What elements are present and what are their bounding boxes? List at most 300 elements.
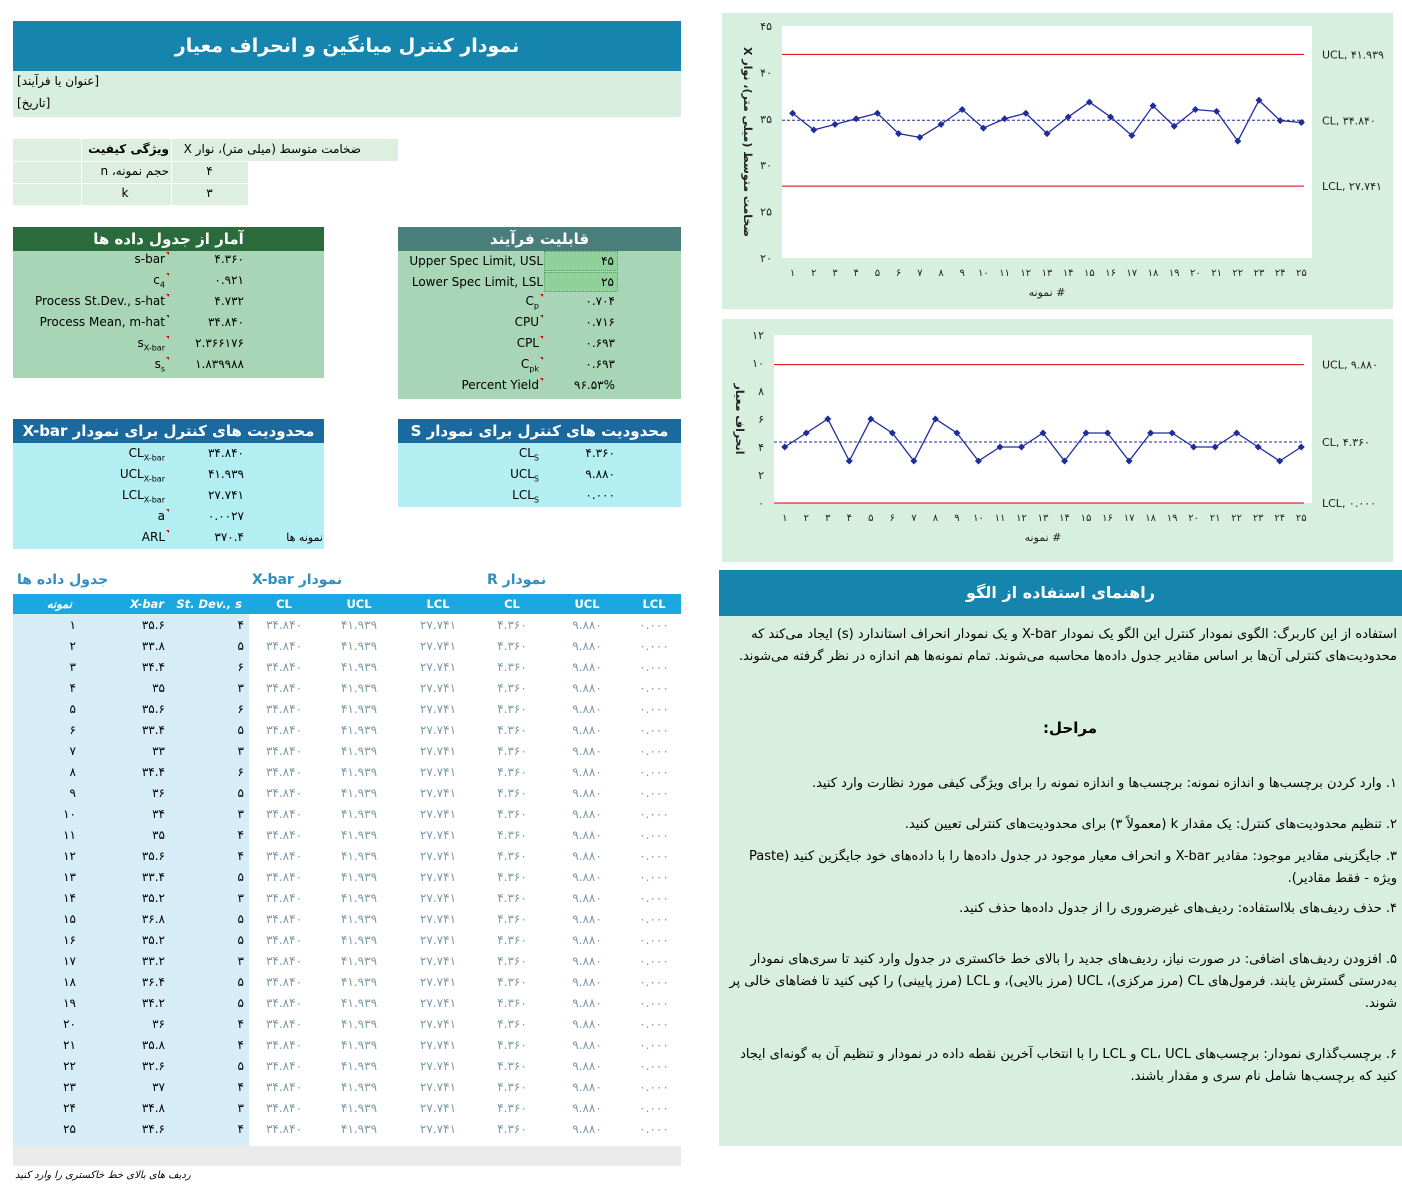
table-cell: ۳۴.۸۴۰ (265, 681, 303, 695)
table-cell[interactable]: ۱۵ (63, 912, 76, 926)
table-cell[interactable]: ۳۵.۲ (141, 933, 165, 947)
capability-label-text: C (525, 294, 534, 308)
table-cell[interactable]: ۷ (69, 744, 76, 758)
table-cell[interactable]: ۵ (237, 1059, 244, 1073)
table-cell[interactable]: ۶ (237, 702, 244, 716)
table-cell: ۹.۸۸۰ (572, 807, 602, 821)
x-tick-label: ۲۰ (1190, 268, 1201, 279)
y-tick-label: ۳۵ (760, 112, 772, 126)
y-tick-label: ۴۵ (760, 20, 772, 33)
x-tick-label: ۱ (782, 513, 788, 524)
table-cell[interactable]: ۶ (237, 765, 244, 779)
xbar-limit-label-text: a (157, 509, 165, 523)
table-cell[interactable]: ۳ (237, 891, 244, 905)
table-cell: ۴۱.۹۳۹ (340, 975, 378, 989)
table-cell[interactable]: ۵ (237, 996, 244, 1010)
x-tick-label: ۲۳ (1253, 268, 1265, 279)
capability-label (398, 336, 543, 350)
lcl-label: LCL, ۲۷.۷۴۱ (1322, 180, 1382, 194)
table-cell[interactable]: ۲۱ (63, 1038, 76, 1052)
table-cell: ۴.۳۶۰ (497, 702, 527, 716)
table-cell: ۰.۰۰۰ (639, 1080, 669, 1094)
table-cell: ۲۷.۷۴۱ (419, 765, 457, 779)
table-cell[interactable]: ۳ (69, 660, 76, 674)
lsl-label: Lower Spec Limit, LSL (411, 275, 543, 289)
table-cell[interactable]: ۳۴.۶ (141, 1122, 165, 1136)
x-tick-label: ۱۲ (1020, 268, 1032, 279)
process-title-field[interactable]: [عنوان یا فرآیند] (17, 74, 100, 88)
capability-label-text: CPU (514, 315, 539, 329)
y-tick-label: ۴ (758, 441, 764, 454)
x-axis-label: # نمونه (1024, 531, 1062, 544)
table-cell: ۰.۰۰۰ (639, 933, 669, 947)
xbar-chart (722, 13, 1393, 309)
table-cell[interactable]: ۳۶ (152, 1017, 165, 1031)
table-cell: ۴۱.۹۳۹ (340, 828, 378, 842)
table-cell[interactable]: ۳ (237, 807, 244, 821)
table-cell: ۲۷.۷۴۱ (419, 744, 457, 758)
table-cell: ۴.۳۶۰ (497, 1038, 527, 1052)
table-cell: ۰.۰۰۰ (639, 996, 669, 1010)
stats-label-text: c (153, 273, 160, 287)
stats-label (13, 252, 169, 266)
table-cell: ۰.۰۰۰ (639, 702, 669, 716)
y-tick-label: ۶ (758, 413, 764, 426)
table-cell[interactable]: ۳۳ (152, 744, 165, 758)
table-cell: ۳۴.۸۴۰ (265, 954, 303, 968)
stats-value: ۳۴.۸۴۰ (207, 315, 244, 329)
table-cell[interactable]: ۳ (237, 744, 244, 758)
table-cell[interactable]: ۳۵.۶ (141, 702, 165, 716)
table-cell[interactable]: ۳۷ (152, 1080, 165, 1094)
table-cell[interactable]: ۲۵ (63, 1122, 76, 1136)
x-tick-label: ۶ (889, 513, 896, 524)
y-axis-label: ضخامت متوسط (میلی متر)، نوار X (741, 47, 754, 237)
y-tick-label: ۴۰ (760, 66, 772, 80)
x-tick-label: ۱ (789, 268, 796, 279)
table-cell: ۰.۰۰۰ (639, 891, 669, 905)
s-limit-label (398, 446, 543, 462)
table-cell: ۹.۸۸۰ (572, 849, 602, 863)
x-tick-label: ۲۵ (1295, 513, 1307, 524)
date-field[interactable]: [تاریخ] (17, 96, 51, 110)
xbar-limit-label (13, 467, 169, 483)
x-tick-label: ۱۳ (1041, 268, 1053, 279)
table-cell: ۹.۸۸۰ (572, 723, 602, 737)
table-cell: ۳۴.۸۴۰ (265, 1101, 303, 1115)
table-cell: ۴۱.۹۳۹ (340, 954, 378, 968)
table-cell: ۴۱.۹۳۹ (340, 849, 378, 863)
table-cell[interactable]: ۹ (69, 786, 76, 800)
y-tick-label: ۰ (758, 497, 764, 510)
x-tick-label: ۲۰ (1188, 513, 1200, 524)
x-tick-label: ۲ (811, 268, 817, 279)
xbar-limit-value: ۴۱.۹۳۹ (207, 467, 244, 481)
table-cell: ۰.۰۰۰ (639, 681, 669, 695)
table-cell[interactable]: ۳ (237, 954, 244, 968)
xbar-limit-label-text: UCL (119, 467, 144, 481)
table-cell[interactable]: ۴ (237, 849, 244, 863)
xbar-chart-panel (722, 13, 1393, 309)
table-cell: ۴.۳۶۰ (497, 996, 527, 1010)
table-cell[interactable]: ۲۰ (63, 1017, 76, 1031)
table-cell: ۴۱.۹۳۹ (340, 933, 378, 947)
table-header-cell: CL (504, 597, 520, 611)
table-cell: ۲۷.۷۴۱ (419, 954, 457, 968)
x-tick-label: ۱۷ (1126, 268, 1138, 279)
table-cell: ۹.۸۸۰ (572, 1122, 602, 1136)
table-cell[interactable]: ۵ (237, 912, 244, 926)
table-cell: ۹.۸۸۰ (572, 786, 602, 800)
s-limit-label-sub: S (533, 474, 539, 484)
table-cell: ۴۱.۹۳۹ (340, 660, 378, 674)
xbar-limit-value: ۲۷.۷۴۱ (207, 488, 244, 502)
table-cell: ۳۴.۸۴۰ (265, 975, 303, 989)
x-tick-label: ۱۵ (1080, 513, 1092, 524)
cl-label: CL, ۳۴.۸۴۰ (1322, 114, 1376, 128)
quality-value[interactable]: ضخامت متوسط (میلی متر)، نوار X (183, 142, 361, 156)
capability-value: ۰.۷۱۶ (585, 315, 615, 329)
table-cell[interactable]: ۵ (237, 639, 244, 653)
arl-unit: نمونه ها (286, 531, 323, 544)
table-cell: ۲۷.۷۴۱ (419, 786, 457, 800)
x-axis-label: # نمونه (1028, 286, 1066, 299)
table-cell: ۹.۸۸۰ (572, 1017, 602, 1031)
x-tick-label: ۸ (932, 513, 939, 524)
xbar-limit-label-sub: X-bar (143, 474, 165, 484)
s-limit-label-sub: S (533, 495, 539, 505)
s-limit-value: ۹.۸۸۰ (585, 467, 615, 481)
table-cell: ۳۴.۸۴۰ (265, 828, 303, 842)
table-cell[interactable]: ۵ (237, 933, 244, 947)
x-tick-label: ۷ (917, 268, 923, 279)
y-tick-label: ۲۵ (760, 205, 772, 219)
table-cell: ۹.۸۸۰ (572, 828, 602, 842)
table-cell: ۴۱.۹۳۹ (340, 891, 378, 905)
sample-size-value[interactable]: ۴ (206, 164, 213, 178)
page-title: نمودار کنترل میانگین و انحراف معیار (174, 35, 520, 57)
table-cell: ۳۴.۸۴۰ (265, 702, 303, 716)
table-cell: ۴.۳۶۰ (497, 828, 527, 842)
step-3: ۳. جایگزینی مقادیر موجود: مقادیر X-bar و انحراف معیار موجود در جدول داده‌ها را با داده‌های خود جایگزین کنید (Paste ویژه - فقط مقادیر). (748, 849, 1397, 886)
table-cell[interactable]: ۳۴ (152, 807, 165, 821)
table-cell[interactable]: ۴ (237, 618, 244, 632)
grey-line (13, 1146, 681, 1166)
x-tick-label: ۱۰ (973, 513, 984, 524)
table-cell: ۳۴.۸۴۰ (265, 891, 303, 905)
table-cell[interactable]: ۳۲.۶ (141, 1059, 165, 1073)
guide-title: راهنمای استفاده از الگو (966, 583, 1155, 602)
capability-label-sub: p (533, 301, 539, 311)
table-cell: ۹.۸۸۰ (572, 765, 602, 779)
s-limit-label-text: UCL (510, 467, 534, 481)
table-cell: ۴.۳۶۰ (497, 870, 527, 884)
table-cell: ۲۷.۷۴۱ (419, 1122, 457, 1136)
table-cell: ۴۱.۹۳۹ (340, 870, 378, 884)
x-tick-label: ۱۸ (1147, 268, 1159, 279)
table-cell[interactable]: ۳۳.۸ (141, 639, 165, 653)
table-cell: ۹.۸۸۰ (572, 996, 602, 1010)
table-cell: ۴.۳۶۰ (497, 849, 527, 863)
stats-label (13, 357, 169, 373)
table-cell[interactable]: ۳ (237, 1101, 244, 1115)
table-cell: ۳۴.۸۴۰ (265, 807, 303, 821)
xbar-limit-label-sub: X-bar (143, 495, 165, 505)
table-cell: ۴.۳۶۰ (497, 954, 527, 968)
table-cell: ۳۴.۸۴۰ (265, 723, 303, 737)
r-group-label: نمودار R (487, 572, 547, 588)
table-cell: ۲۷.۷۴۱ (419, 681, 457, 695)
x-tick-label: ۲۵ (1296, 268, 1307, 279)
table-cell[interactable]: ۳۶.۴ (141, 975, 165, 989)
capability-label-text: CPL (516, 336, 539, 350)
quality-label: ویژگی کیفیت (88, 142, 169, 156)
table-cell: ۴.۳۶۰ (497, 660, 527, 674)
table-cell: ۲۷.۷۴۱ (419, 807, 457, 821)
x-tick-label: ۱۲ (1016, 513, 1027, 524)
table-cell: ۳۴.۸۴۰ (265, 660, 303, 674)
table-cell[interactable]: ۳ (237, 681, 244, 695)
table-cell: ۲۷.۷۴۱ (419, 1080, 457, 1094)
stats-label-text: s (137, 336, 144, 350)
x-tick-label: ۲۳ (1252, 513, 1264, 524)
plot-area (782, 26, 1312, 258)
y-tick-label: ۲ (758, 469, 764, 482)
table-cell[interactable]: ۴ (69, 681, 76, 695)
table-cell: ۴۱.۹۳۹ (340, 681, 378, 695)
table-cell[interactable]: ۳۳.۲ (141, 954, 165, 968)
table-cell: ۳۴.۸۴۰ (265, 996, 303, 1010)
x-tick-label: ۱۱ (999, 268, 1010, 279)
table-cell[interactable]: ۳۶ (152, 786, 165, 800)
table-cell: ۰.۰۰۰ (639, 1038, 669, 1052)
table-cell: ۴.۳۶۰ (497, 1122, 527, 1136)
table-cell: ۴۱.۹۳۹ (340, 996, 378, 1010)
table-cell[interactable]: ۳۵.۶ (141, 618, 165, 632)
table-cell[interactable]: ۳۴.۸ (141, 1101, 165, 1115)
table-cell[interactable]: ۳۵.۲ (141, 891, 165, 905)
x-tick-label: ۵ (868, 513, 874, 524)
s-limit-label (398, 467, 543, 483)
table-cell: ۲۷.۷۴۱ (419, 723, 457, 737)
s-limit-label-text: LCL (512, 488, 534, 502)
x-tick-label: ۹ (954, 513, 960, 524)
table-cell: ۹.۸۸۰ (572, 1059, 602, 1073)
table-cell: ۳۴.۸۴۰ (265, 1017, 303, 1031)
stats-value: ۲.۳۶۶۱۷۶ (195, 336, 244, 350)
x-tick-label: ۸ (938, 268, 944, 279)
xbar-limit-value: ۳۷۰.۴ (214, 530, 244, 544)
table-cell: ۴.۳۶۰ (497, 1017, 527, 1031)
table-cell[interactable]: ۵ (69, 702, 76, 716)
capability-value: ۹۶.۵۳% (574, 378, 615, 392)
table-cell: ۰.۰۰۰ (639, 786, 669, 800)
table-cell: ۰.۰۰۰ (639, 618, 669, 632)
table-cell[interactable]: ۱۲ (63, 849, 76, 863)
table-cell: ۰.۰۰۰ (639, 975, 669, 989)
table-cell[interactable]: ۱۱ (63, 828, 76, 842)
table-cell[interactable]: ۴ (237, 1080, 244, 1094)
x-tick-label: ۱۴ (1059, 513, 1070, 524)
table-cell[interactable]: ۲ (69, 639, 76, 653)
table-cell[interactable]: ۴ (237, 1017, 244, 1031)
table-cell[interactable]: ۵ (237, 723, 244, 737)
capability-label (398, 294, 543, 310)
table-cell: ۰.۰۰۰ (639, 723, 669, 737)
table-cell[interactable]: ۱۰ (63, 807, 76, 821)
s-chart-panel (722, 319, 1393, 562)
table-cell[interactable]: ۱۹ (63, 996, 76, 1010)
capability-label (398, 315, 543, 329)
table-cell: ۴.۳۶۰ (497, 1080, 527, 1094)
table-cell[interactable]: ۵ (237, 870, 244, 884)
table-cell: ۴.۳۶۰ (497, 891, 527, 905)
table-cell: ۰.۰۰۰ (639, 1017, 669, 1031)
table-cell: ۴۱.۹۳۹ (340, 807, 378, 821)
table-cell: ۲۷.۷۴۱ (419, 996, 457, 1010)
table-cell[interactable]: ۳۳.۴ (141, 870, 165, 884)
xbar-limit-value: ۰.۰۰۲۷ (207, 509, 244, 523)
stats-label-sub: X-bar (143, 343, 165, 353)
table-cell: ۲۷.۷۴۱ (419, 933, 457, 947)
table-cell: ۴.۳۶۰ (497, 1101, 527, 1115)
table-cell[interactable]: ۵ (237, 786, 244, 800)
table-cell: ۰.۰۰۰ (639, 1122, 669, 1136)
lsl-value: ۲۵ (601, 275, 614, 289)
table-cell[interactable]: ۱۴ (63, 891, 76, 905)
table-cell: ۳۴.۸۴۰ (265, 1080, 303, 1094)
table-cell[interactable]: ۵ (237, 975, 244, 989)
table-header-cell: CL (276, 597, 292, 611)
table-cell[interactable]: ۳۴.۲ (141, 996, 165, 1010)
table-cell[interactable]: ۶ (237, 660, 244, 674)
table-cell[interactable]: ۱ (69, 618, 76, 632)
table-cell[interactable]: ۱۸ (63, 975, 76, 989)
table-cell[interactable]: ۶ (69, 723, 76, 737)
x-tick-label: ۱۷ (1123, 513, 1135, 524)
table-header-cell: LCL (426, 597, 450, 611)
stats-label-text: s-bar (134, 252, 165, 266)
stats-label-sub: s (160, 364, 165, 374)
xbar-group-label: نمودار X-bar (252, 572, 343, 588)
table-cell: ۴.۳۶۰ (497, 618, 527, 632)
table-cell: ۴۱.۹۳۹ (340, 618, 378, 632)
table-header-cell: St. Dev., s (176, 597, 242, 611)
x-tick-label: ۷ (911, 513, 917, 524)
table-header-cell: UCL (346, 597, 372, 611)
xbar-limit-label (13, 530, 169, 544)
table-cell: ۴۱.۹۳۹ (340, 1059, 378, 1073)
table-cell: ۲۷.۷۴۱ (419, 618, 457, 632)
table-cell[interactable]: ۳۵ (152, 681, 165, 695)
x-tick-label: ۱۵ (1084, 268, 1095, 279)
table-cell: ۰.۰۰۰ (639, 828, 669, 842)
table-cell: ۲۷.۷۴۱ (419, 1101, 457, 1115)
x-tick-label: ۱۹ (1168, 268, 1180, 279)
spec-block (13, 139, 398, 205)
table-cell: ۰.۰۰۰ (639, 954, 669, 968)
table-cell[interactable]: ۳۵.۶ (141, 849, 165, 863)
table-cell[interactable]: ۱۳ (63, 870, 76, 884)
table-cell: ۲۷.۷۴۱ (419, 639, 457, 653)
s-limit-value: ۰.۰۰۰ (585, 488, 615, 502)
table-cell: ۴۱.۹۳۹ (340, 1080, 378, 1094)
table-title: جدول داده ها (17, 572, 109, 588)
x-tick-label: ۲۴ (1274, 268, 1286, 279)
x-tick-label: ۱۰ (978, 268, 989, 279)
x-tick-label: ۱۳ (1037, 513, 1049, 524)
table-cell[interactable]: ۴ (237, 1038, 244, 1052)
table-cell: ۴۱.۹۳۹ (340, 639, 378, 653)
stats-label-text: Process St.Dev., s-hat (35, 294, 165, 308)
s-limits-title: محدودیت های کنترل برای نمودار S (398, 419, 681, 443)
x-tick-label: ۳ (832, 268, 838, 279)
table-cell[interactable]: ۳۵.۸ (141, 1038, 165, 1052)
table-cell[interactable]: ۳۴.۴ (141, 765, 165, 779)
table-cell: ۹.۸۸۰ (572, 912, 602, 926)
usl-label: Upper Spec Limit, USL (409, 254, 543, 268)
table-cell: ۹.۸۸۰ (572, 870, 602, 884)
table-cell: ۳۴.۸۴۰ (265, 849, 303, 863)
table-cell: ۹.۸۸۰ (572, 702, 602, 716)
x-tick-label: ۲۴ (1274, 513, 1286, 524)
x-tick-label: ۹ (959, 268, 965, 279)
stats-value: ۱.۸۳۹۹۸۸ (195, 357, 244, 371)
k-value[interactable]: ۳ (206, 186, 213, 200)
table-cell: ۴۱.۹۳۹ (340, 744, 378, 758)
table-cell[interactable]: ۲۳ (63, 1080, 76, 1094)
table-cell: ۴.۳۶۰ (497, 786, 527, 800)
capability-label (398, 378, 543, 392)
table-cell: ۹.۸۸۰ (572, 744, 602, 758)
table-cell[interactable]: ۳۶.۸ (141, 912, 165, 926)
table-cell: ۹.۸۸۰ (572, 891, 602, 905)
table-cell: ۴۱.۹۳۹ (340, 723, 378, 737)
table-cell: ۰.۰۰۰ (639, 849, 669, 863)
table-cell[interactable]: ۳۴.۴ (141, 660, 165, 674)
stats-value: ۴.۷۳۲ (214, 294, 244, 308)
table-cell[interactable]: ۳۳.۴ (141, 723, 165, 737)
x-tick-label: ۱۶ (1102, 513, 1113, 524)
x-tick-label: ۵ (874, 268, 881, 279)
process-header-bg (13, 71, 681, 117)
table-cell[interactable]: ۱۷ (63, 954, 76, 968)
xbar-limits-title: محدودیت های کنترل برای نمودار X-bar (13, 419, 324, 443)
x-tick-label: ۱۴ (1062, 268, 1074, 279)
table-cell: ۴.۳۶۰ (497, 1059, 527, 1073)
s-limit-label-sub: S (533, 453, 539, 463)
table-cell[interactable]: ۲۲ (63, 1059, 76, 1073)
x-tick-label: ۱۸ (1145, 513, 1156, 524)
table-cell: ۰.۰۰۰ (639, 744, 669, 758)
table-cell: ۴۱.۹۳۹ (340, 1122, 378, 1136)
table-cell[interactable]: ۴ (237, 828, 244, 842)
x-tick-label: ۲۱ (1209, 513, 1221, 524)
table-cell: ۴۱.۹۳۹ (340, 702, 378, 716)
s-limit-value: ۴.۳۶۰ (585, 446, 615, 460)
xbar-limit-label-text: ARL (141, 530, 165, 544)
capability-value: ۰.۶۹۳ (585, 357, 615, 371)
xbar-limit-label (13, 488, 169, 504)
guide-panel (719, 570, 1402, 1146)
table-cell[interactable]: ۲۴ (63, 1101, 76, 1115)
table-cell[interactable]: ۳۵ (152, 828, 165, 842)
table-cell: ۳۴.۸۴۰ (265, 1122, 303, 1136)
table-cell[interactable]: ۱۶ (63, 933, 76, 947)
table-cell[interactable]: ۸ (69, 765, 76, 779)
table-cell: ۳۴.۸۴۰ (265, 912, 303, 926)
table-cell[interactable]: ۴ (237, 1122, 244, 1136)
